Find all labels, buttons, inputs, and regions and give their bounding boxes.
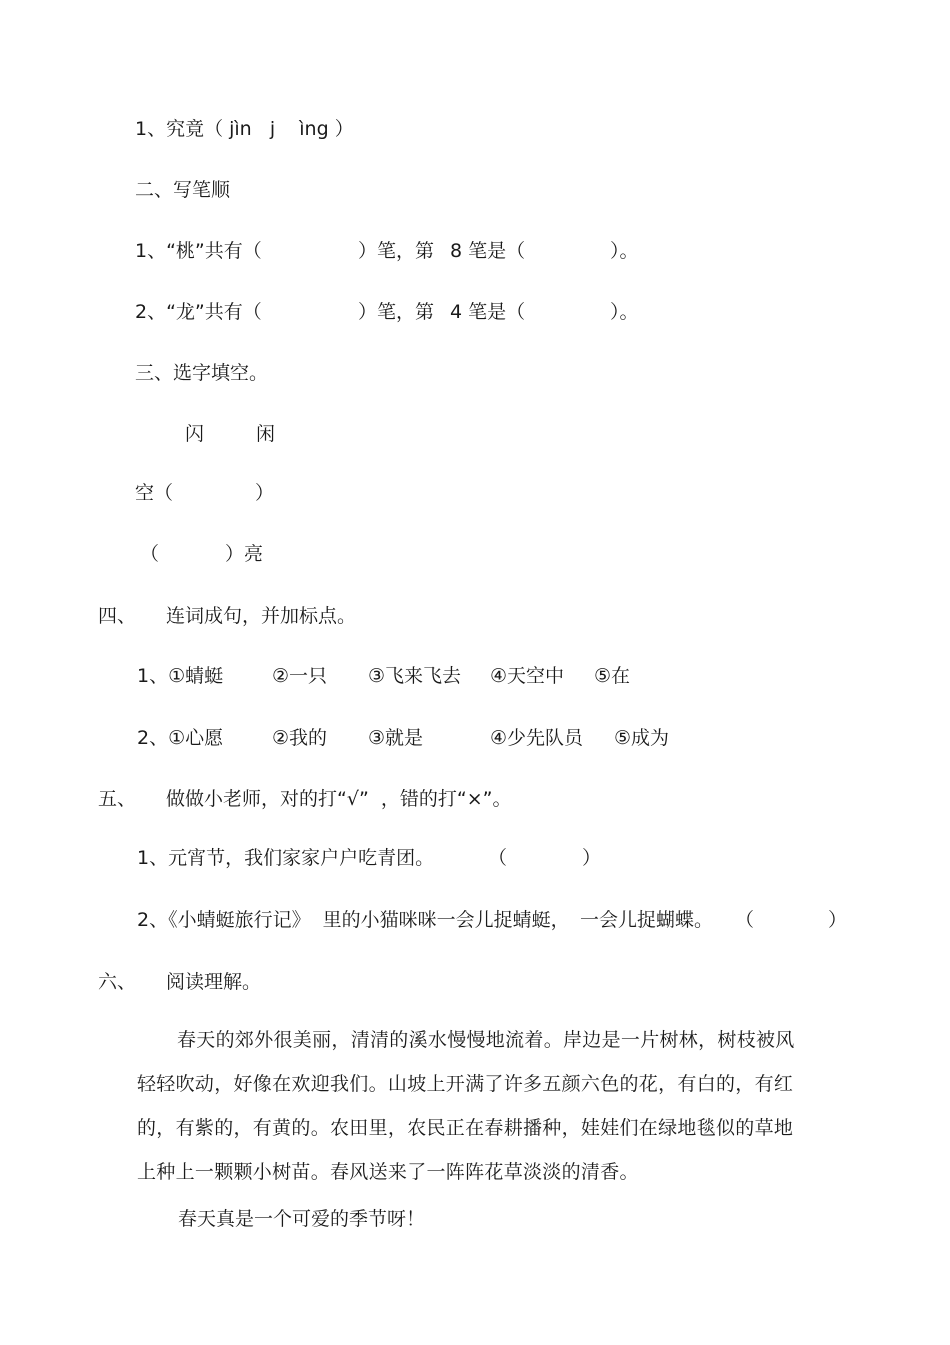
stroke-item-1-mid: ）笔，第 [358, 240, 435, 262]
stroke-item-2-prefix: 2、“龙”共有（ [135, 301, 262, 323]
judge-item-2-text-a: 2、《小蜻蜓旅行记》 里的小猫咪咪一会儿捉蜻蜓， [137, 909, 570, 931]
word-1-5: ⑤在 [594, 665, 631, 687]
stroke-item-1-end: ）。 [610, 240, 639, 262]
word-2-1: 2、①心愿 [137, 727, 224, 749]
word-1-1: 1、①蜻蜓 [137, 665, 224, 687]
judge-item-1-text: 1、元宵节，我们家家户户吃青团。 [137, 847, 435, 869]
word-2-3: ③就是 [368, 727, 424, 749]
choice-char-1: 闪 [185, 423, 205, 445]
word-2-4: ④少先队员 [490, 727, 584, 749]
section-4-heading: 连词成句，并加标点。 [166, 605, 357, 627]
stroke-item-2-mid: ）笔，第 [358, 301, 435, 323]
stroke-item-1-order: 8 笔是（ [450, 240, 526, 262]
judge-item-1-paren-close: ） [582, 847, 602, 869]
fill-blank-1-open: 空（ [135, 482, 174, 504]
word-2-5: ⑤成为 [614, 727, 670, 749]
judge-item-1-paren-open: （ [488, 847, 508, 869]
judge-item-2-paren-open: （ [735, 909, 755, 931]
reading-paragraph-2: 春天真是一个可爱的季节呀！ [178, 1208, 426, 1230]
section-6-heading: 阅读理解。 [166, 971, 262, 993]
section-5-number: 五、 [98, 788, 137, 810]
reading-paragraph-1-text: 春天的郊外很美丽，清清的溪水慢慢地流着。岸边是一片树林，树枝被风轻轻吹动，好像在欢迎我们。山坡上开满了许多五颜六色的花，有白的，有红的，有紫的，有黄的。农田里，农民正在春耕播种，娃娃们在绿地毯似的草地上种上一颗颗小树苗。春风送来了一阵阵花草淡淡的清香。 [137, 1029, 795, 1183]
judge-item-2-text-b: 一会儿捉蝴蝶。 [580, 909, 714, 931]
section-4-number: 四、 [98, 605, 137, 627]
word-1-2: ②一只 [272, 665, 328, 687]
word-2-2: ②我的 [272, 727, 328, 749]
stroke-item-2-end: ）。 [610, 301, 639, 323]
stroke-item-2-order: 4 笔是（ [450, 301, 526, 323]
section-6-number: 六、 [98, 971, 137, 993]
section-2-heading: 二、写笔顺 [135, 179, 231, 201]
word-1-4: ④天空中 [490, 665, 565, 687]
pinyin-item-1: 1、究竟（ jìn j ìng ） [135, 118, 354, 140]
judge-item-2-paren-close: ） [828, 909, 848, 931]
fill-blank-2-open: （ [140, 543, 160, 565]
word-1-3: ③飞来飞去 [368, 665, 462, 687]
fill-blank-2-close: ）亮 [225, 543, 264, 565]
section-3-heading: 三、选字填空。 [135, 362, 269, 384]
section-5-heading: 做做小老师，对的打“√” ，错的打“×”。 [166, 788, 512, 810]
reading-paragraph-1 [137, 1018, 797, 1194]
choice-char-2: 闲 [256, 423, 276, 445]
fill-blank-1-close: ） [255, 482, 275, 504]
stroke-item-1-prefix: 1、“桃”共有（ [135, 240, 262, 262]
